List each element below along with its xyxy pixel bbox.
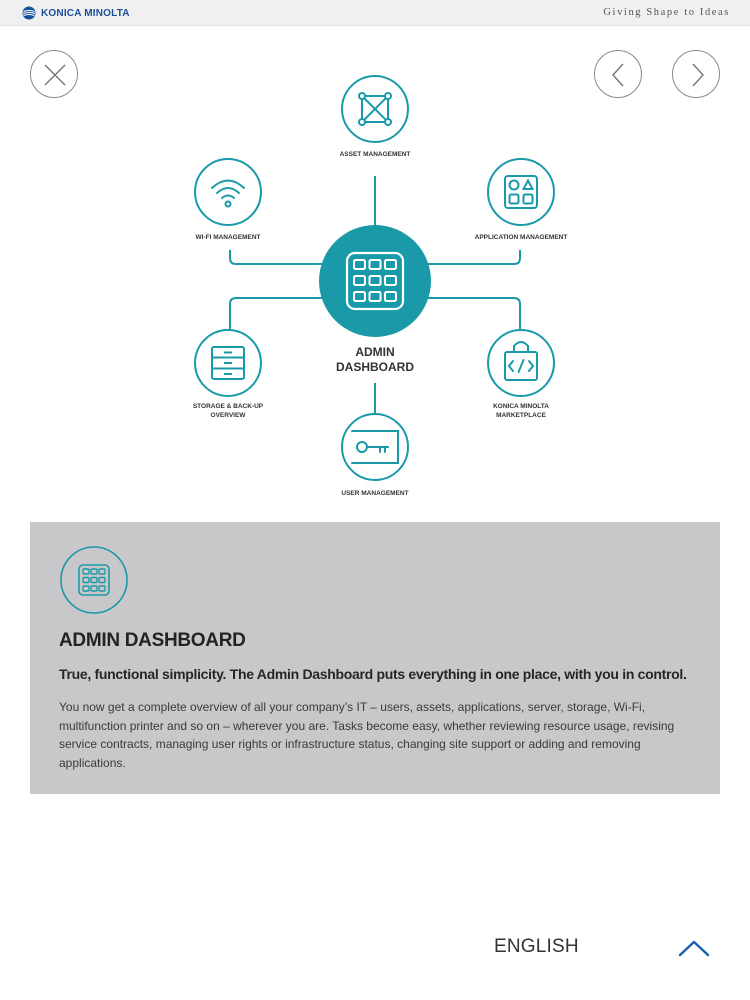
chevron-up-icon[interactable] <box>676 934 712 960</box>
brand-logo-icon <box>22 6 36 20</box>
center-label-line2: DASHBOARD <box>336 360 414 374</box>
wifi-management-label: WI-FI MANAGEMENT <box>195 234 261 241</box>
storage-label-line1: STORAGE & BACK-UP <box>192 403 264 410</box>
marketplace-node[interactable] <box>488 330 554 396</box>
marketplace-label-line2: MARKETPLACE <box>496 412 546 419</box>
panel-title: ADMIN DASHBOARD <box>59 630 246 651</box>
brand-name: KONICA MINOLTA <box>41 7 130 19</box>
info-panel <box>30 522 720 794</box>
application-management-label: APPLICATION MANAGEMENT <box>474 234 568 241</box>
asset-management-node[interactable] <box>342 76 408 142</box>
storage-label-line2: OVERVIEW <box>210 412 246 419</box>
panel-body-text: You now get a complete overview of all your company’s IT – users, assets, applications, server, storage, Wi-Fi, multifunction printer and so on – wherever you are. Tasks become easy, whether reviewing resource usage, revising service contracts, managing user rights or infrastructure status, changing site support or adding and removing applications. <box>59 700 675 770</box>
marketplace-label-line1: KONICA MINOLTA <box>493 403 549 410</box>
center-label-line1: ADMIN <box>355 345 395 359</box>
wifi-management-node[interactable] <box>195 159 261 225</box>
panel-subtitle: True, functional simplicity. The Admin Dashboard puts everything in one place, with you in control. <box>59 666 687 682</box>
storage-backup-node[interactable] <box>195 330 261 396</box>
tagline: Giving Shape to Ideas <box>603 7 730 18</box>
application-management-node[interactable] <box>488 159 554 225</box>
top-bar <box>0 0 750 26</box>
brand-logo[interactable] <box>22 6 130 20</box>
user-management-node[interactable] <box>342 414 408 480</box>
admin-dashboard-node[interactable] <box>319 225 431 337</box>
asset-management-label: ASSET MANAGEMENT <box>339 151 411 158</box>
language-selector[interactable]: ENGLISH <box>494 936 579 957</box>
admin-dashboard-diagram <box>0 60 750 510</box>
dashboard-grid-icon <box>60 546 128 614</box>
user-management-label: USER MANAGEMENT <box>341 490 409 497</box>
